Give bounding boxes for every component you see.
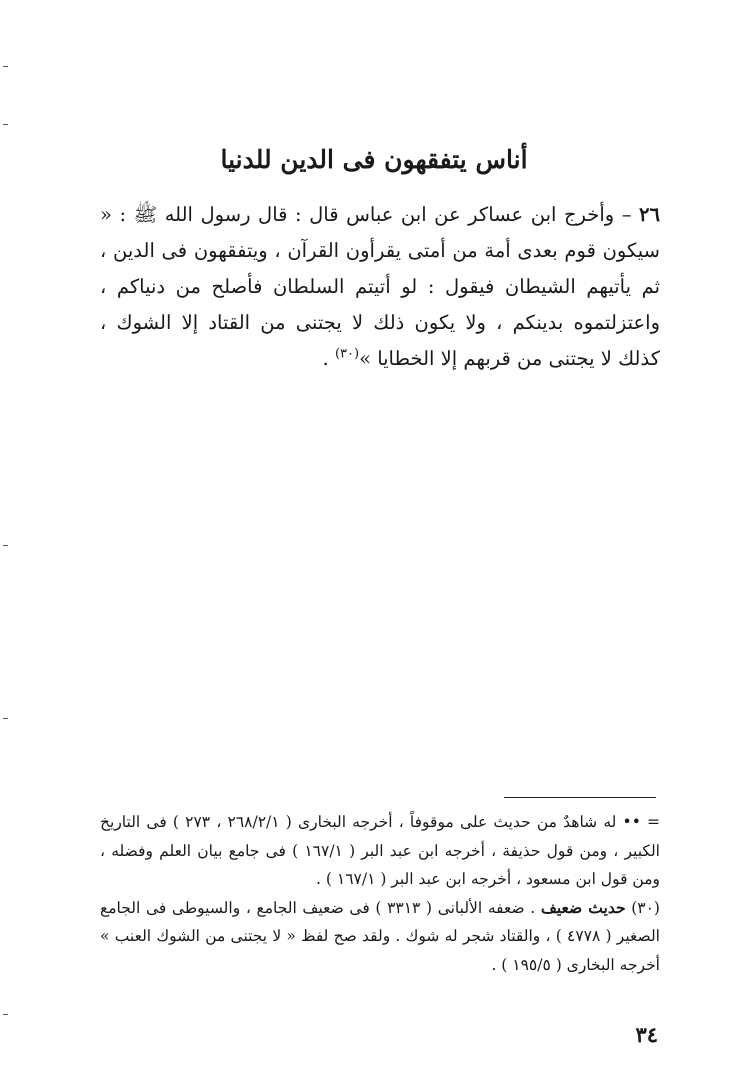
chapter-title: أناس يتفقهون فى الدين للدنيا bbox=[220, 145, 528, 174]
hadith-end: . bbox=[322, 347, 335, 370]
footnote-reference: (٣٠) bbox=[334, 346, 360, 362]
footnote-number: (٣٠) bbox=[631, 898, 660, 917]
hadith-intro: – وأخرج ابن عساكر عن ابن عباس قال : قال رسول الله ﷺ : bbox=[119, 203, 632, 226]
scan-mark bbox=[3, 66, 8, 67]
page-number: ٣٤ bbox=[635, 1022, 658, 1047]
hadith-block bbox=[100, 197, 660, 377]
hadith-paragraph bbox=[100, 197, 660, 377]
footnote-text: . ضعفه الألبانى ( ٣٣١٣ ) فى ضعيف الجامع ، والسيوطى فى الجامع الصغير ( ٤٧٧٨ ) ، والقتاد شجر له شوك . ولقد صح لفظ « لا يجتنى من الشوك العنب » أخرجه البخارى ( ١٩٥/٥ ) . bbox=[100, 898, 660, 974]
scan-mark bbox=[3, 124, 8, 125]
scan-mark bbox=[3, 545, 8, 546]
hadith-grade: حديث ضعيف bbox=[540, 897, 626, 917]
footnote-continuation: = •• له شاهدٌ من حديث على موقوفاً ، أخرجه البخارى ( ٢٦٨/٢/١ ، ٢٧٣ ) فى التاريخ الكبير ، ومن قول حذيفة ، أخرجه ابن عبد البر ( ١٦٧/١ ) فى جامع بيان العلم وفضله ، ومن قول ابن مسعود ، أخرجه ابن عبد البر ( ١٦٧/١ ) . bbox=[100, 813, 661, 888]
footnote-30 bbox=[100, 894, 660, 980]
footnotes-block bbox=[100, 808, 660, 979]
footnote-separator bbox=[504, 797, 656, 798]
hadith-number: ٢٦ bbox=[639, 203, 660, 226]
scan-mark bbox=[3, 718, 8, 719]
scan-mark bbox=[3, 1014, 8, 1015]
hadith-text: « سيكون قوم بعدى أمة من أمتى يقرأون القرآن ، ويتفقهون فى الدين ، ثم يأتيهم الشيطان فيقول : لو أتيتم السلطان فأصلح من دنياكم ، واعتزلتموه بدينكم ، ولا يكون ذلك لا يجتنى من القتاد إلا الشوك ، كذلك لا يجتنى من قربهم إلا الخطايا » bbox=[100, 203, 660, 370]
